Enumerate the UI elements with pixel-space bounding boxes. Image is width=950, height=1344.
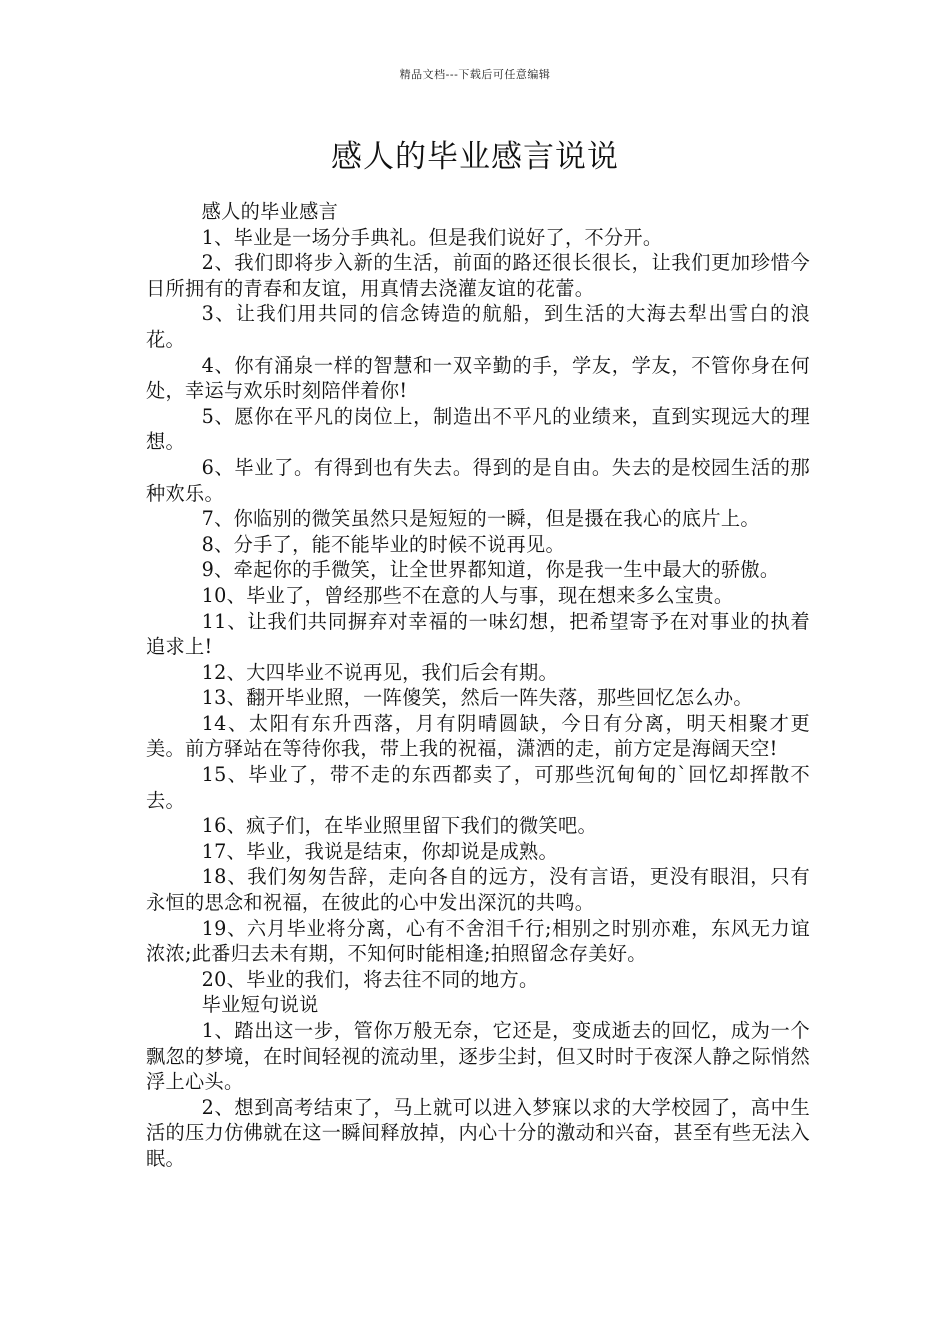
paragraph: 5、愿你在平凡的岗位上，制造出不平凡的业绩来，直到实现远大的理想。 [146,404,810,454]
document-title: 感人的毕业感言说说 [331,139,619,175]
paragraph: 6、毕业了。有得到也有失去。得到的是自由。失去的是校园生活的那种欢乐。 [146,455,810,505]
paragraph: 3、让我们用共同的信念铸造的航船，到生活的大海去犁出雪白的浪花。 [146,302,810,351]
paragraph: 18、我们匆匆告辞，走向各自的远方，没有言语，更没有眼泪，只有永恒的思念和祝福，在彼此的心中发出深沉的共鸣。 [146,865,810,915]
paragraph: 9、牵起你的手微笑，让全世界都知道，你是我一生中最大的骄傲。 [201,558,780,582]
paragraph: 2、我们即将步入新的生活，前面的路还很长很长，让我们更加珍惜今日所拥有的青春和友谊，用真情去浇灌友谊的花蕾。 [146,251,810,300]
paragraph: 11、让我们共同摒弃对幸福的一味幻想，把希望寄予在对事业的执着追求上! [146,609,810,659]
paragraph: 13、翻开毕业照，一阵傻笑，然后一阵失落，那些回忆怎么办。 [201,686,753,710]
paragraph: 17、毕业，我说是结束，你却说是成熟。 [201,839,558,863]
paragraph: 2、想到高考结束了，马上就可以进入梦寐以求的大学校园了，高中生活的压力仿佛就在这一瞬间释放掉，内心十分的激动和兴奋，甚至有些无法入眠。 [146,1095,810,1170]
paragraph: 7、你临别的微笑虽然只是短短的一瞬，但是摄在我心的底片上。 [201,507,760,531]
paragraph: 1、踏出这一步，管你万般无奈，它还是，变成逝去的回忆，成为一个飘忽的梦境，在时间轻视的流动里，逐步尘封，但又时时于夜深人静之际悄然浮上心头。 [146,1019,810,1094]
section-heading: 感人的毕业感言 [201,200,339,223]
paragraph: 4、你有涌泉一样的智慧和一双辛勤的手，学友，学友，不管你身在何处，幸运与欢乐时刻陪伴着你! [146,353,810,403]
section-heading: 毕业短句说说 [201,993,319,1017]
paragraph: 1、毕业是一场分手典礼。但是我们说好了，不分开。 [201,225,663,249]
paragraph: 10、毕业了，曾经那些不在意的人与事，现在想来多么宝贵。 [201,583,734,607]
paragraph: 8、分手了，能不能毕业的时候不说再见。 [201,532,565,556]
paragraph: 16、疯子们，在毕业照里留下我们的微笑吧。 [201,814,597,838]
header-note: 精品文档---下载后可任意编辑 [399,68,551,81]
paragraph: 14、太阳有东升西落，月有阴晴圆缺，今日有分离，明天相聚才更美。前方驿站在等待你我，带上我的祝福，潇洒的走，前方定是海阔天空! [146,711,810,761]
document-body [146,199,810,1172]
paragraph: 20、毕业的我们，将去往不同的地方。 [201,967,539,991]
paragraph: 12、大四毕业不说再见，我们后会有期。 [201,660,558,684]
paragraph: 19、六月毕业将分离，心有不舍泪千行;相别之时别亦难，东风无力谊浓浓;此番归去未有期，不知何时能相逢;拍照留念存美好。 [146,916,810,966]
paragraph: 15、毕业了，带不走的东西都卖了，可那些沉甸甸的`回忆却挥散不去。 [146,763,810,812]
